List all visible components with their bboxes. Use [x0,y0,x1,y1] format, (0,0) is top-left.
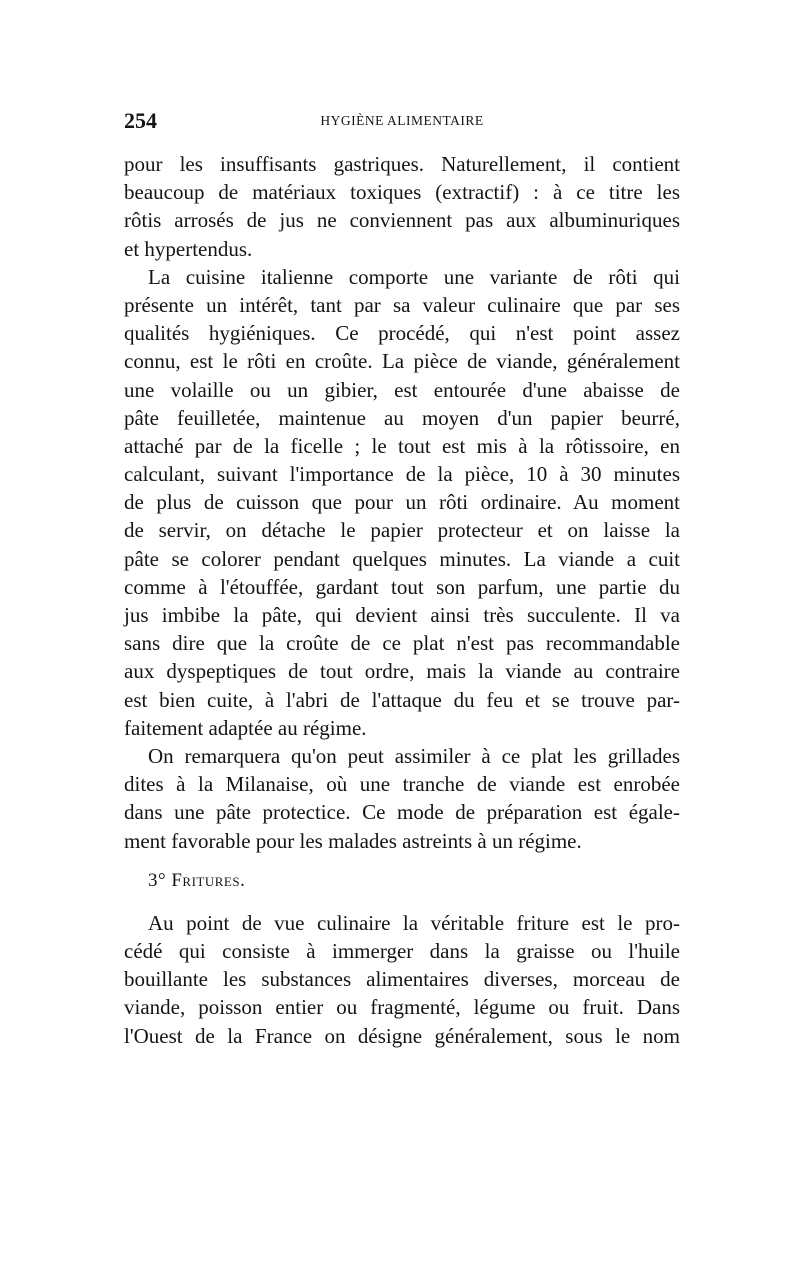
text-line: dans une pâte protectice. Ce mode de préparation est égale- [124,800,680,825]
running-head: HYGIÈNE ALIMENTAIRE [320,113,484,128]
text-line: calculant, suivant l'importance de la pièce, 10 à 30 minutes [124,462,680,487]
page-number: 254 [124,108,157,133]
paragraph-4 [124,909,680,1050]
section-heading: 3° Fritures. [148,869,246,891]
text-line: qualités hygiéniques. Ce procédé, qui n'est point assez [124,321,680,346]
text-line: dites à la Milanaise, où une tranche de viande est enrobée [124,772,680,797]
page-header [124,108,680,136]
text-line: rôtis arrosés de jus ne conviennent pas aux albuminuriques [124,208,680,233]
text-line: Au point de vue culinaire la véritable friture est le pro- [148,910,680,935]
text-line: faitement adaptée au régime. [124,715,367,740]
text-line: jus imbibe la pâte, qui devient ainsi très succulente. Il va [124,603,680,627]
text-line: une volaille ou un gibier, est entourée d'une abaisse de [124,377,680,402]
text-line: aux dyspeptiques de tout ordre, mais la viande au contraire [124,659,680,684]
text-line: viande, poisson entier ou fragmenté, légume ou fruit. Dans [124,995,680,1020]
text-line: La cuisine italienne comporte une variante de rôti qui [148,264,680,289]
text-line: l'Ouest de la France on désigne généralement, sous le nom [124,1023,680,1048]
text-line: ment favorable pour les malades astreints à un régime. [124,828,582,853]
text-line: comme à l'étouffée, gardant tout son parfum, une partie du [124,574,680,599]
text-line: est bien cuite, à l'abri de l'attaque du feu et se trouve par- [124,687,680,712]
text-line: pâte se colorer pendant quelques minutes. La viande a cuit [124,546,680,571]
text-line: connu, est le rôti en croûte. La pièce de viande, généralement [124,349,680,374]
text-line: sans dire que la croûte de ce plat n'est pas recommandable [124,631,680,656]
paragraph-3 [124,742,680,855]
text-line: présente un intérêt, tant par sa valeur culinaire que par ses [124,292,680,317]
body-text [124,150,680,1050]
text-line: bouillante les substances alimentaires diverses, morceau de [124,967,680,992]
text-line: attaché par de la ficelle ; le tout est mis à la rôtissoire, en [124,433,680,458]
text-line: beaucoup de matériaux toxiques (extractif) : à ce titre les [124,180,680,205]
paragraph-1 [124,150,680,263]
text-line: de plus de cuisson que pour un rôti ordinaire. Au moment [124,490,680,515]
text-line: cédé qui consiste à immerger dans la graisse ou l'huile [124,939,680,964]
text-line: de servir, on détache le papier protecteur et on laisse la [124,518,680,543]
text-line: On remarquera qu'on peut assimiler à ce plat les grillades [148,743,680,768]
text-line: pâte feuilletée, maintenue au moyen d'un papier beurré, [124,405,680,430]
text-line: et hypertendus. [124,236,253,261]
text-line: pour les insuffisants gastriques. Naturellement, il contient [124,152,680,176]
paragraph-2 [124,263,680,742]
